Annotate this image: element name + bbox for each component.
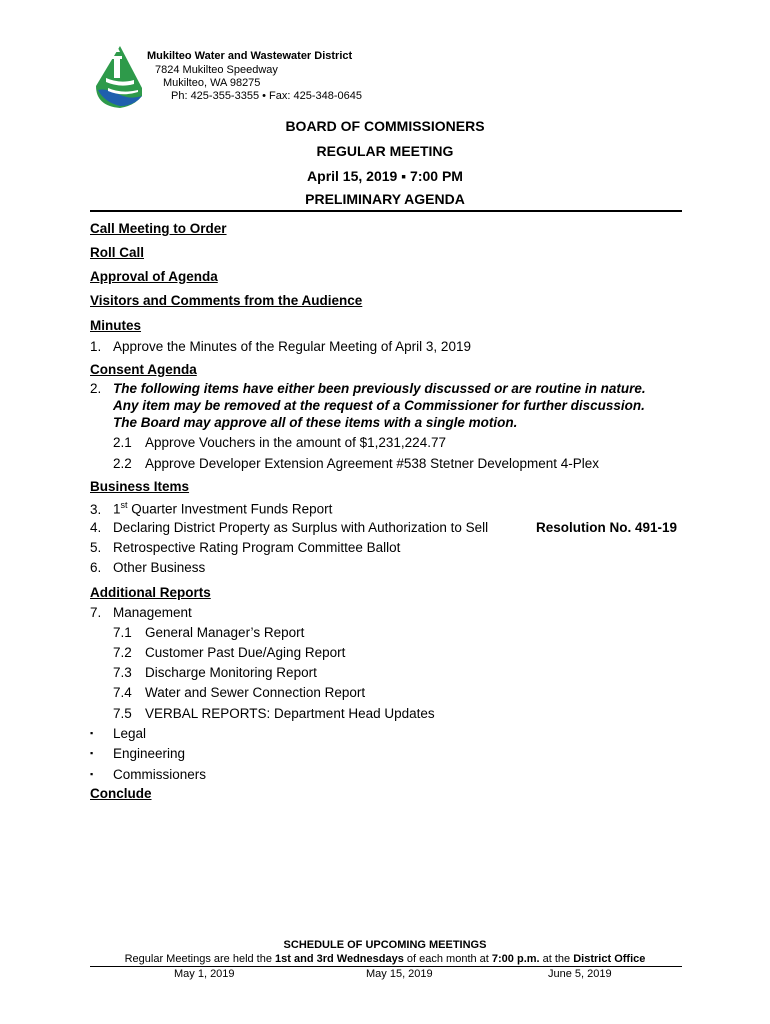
consent-sub-item: 2.2 Approve Developer Extension Agreement #538 Stetner Development 4-Plex <box>113 456 600 471</box>
schedule-title: SCHEDULE OF UPCOMING MEETINGS <box>283 939 487 951</box>
district-logo <box>94 44 146 110</box>
bullet-item: ▪ Commissioners <box>90 767 207 782</box>
management-sub-item: 7.2 Customer Past Due/Aging Report <box>113 645 346 660</box>
management-item: 7. Management <box>90 605 192 620</box>
business-item-4: 4. Declaring District Property as Surplus with Authorization to Sell <box>90 520 489 535</box>
consent-item-number: 2. <box>90 381 102 396</box>
conclude: Conclude <box>90 786 152 801</box>
heading-rule <box>90 210 682 212</box>
heading-date: April 15, 2019 ▪ 7:00 PM <box>307 168 463 184</box>
approval-of-agenda: Approval of Agenda <box>90 269 218 284</box>
business-item-5: 5. Retrospective Rating Program Committee Ballot <box>90 540 401 555</box>
call-to-order: Call Meeting to Order <box>90 221 227 236</box>
consent-heading: Consent Agenda <box>90 362 197 377</box>
heading-agenda: PRELIMINARY AGENDA <box>305 191 465 207</box>
minutes-item: 1. Approve the Minutes of the Regular Meeting of April 3, 2019 <box>90 339 471 354</box>
minutes-heading: Minutes <box>90 318 142 333</box>
resolution-number: Resolution No. 491-19 <box>536 520 678 535</box>
management-sub-item: 7.3 Discharge Monitoring Report <box>113 665 317 680</box>
address-line-2: Mukilteo, WA 98275 <box>163 77 261 89</box>
management-sub-item: 7.4 Water and Sewer Connection Report <box>113 685 366 700</box>
bullet-item: ▪ Engineering <box>90 746 186 761</box>
business-heading: Business Items <box>90 479 190 494</box>
meeting-date: May 1, 2019 <box>174 968 235 980</box>
phone-fax: Ph: 425-355-3355 • Fax: 425-348-0645 <box>171 90 362 102</box>
heading-meeting: REGULAR MEETING <box>316 143 454 159</box>
management-sub-item: 7.1 General Manager’s Report <box>113 625 305 640</box>
schedule-description: Regular Meetings are held the 1st and 3rd Wednesdays of each month at 7:00 p.m. at the District Office <box>124 953 646 965</box>
bullet-item: ▪ Legal <box>90 726 147 741</box>
consent-note-3: The Board may approve all of these items with a single motion. <box>113 415 518 430</box>
consent-note-1: The following items have either been previously discussed or are routine in nature. <box>113 381 646 396</box>
address-line-1: 7824 Mukilteo Speedway <box>155 64 278 76</box>
business-item-3: 3. 1st Quarter Investment Funds Report <box>90 500 333 517</box>
additional-reports-heading: Additional Reports <box>90 585 211 600</box>
meeting-date: June 5, 2019 <box>548 968 612 980</box>
consent-sub-item: 2.1 Approve Vouchers in the amount of $1,231,224.77 <box>113 435 446 450</box>
visitors-comments: Visitors and Comments from the Audience <box>90 293 363 308</box>
roll-call: Roll Call <box>90 245 145 260</box>
consent-note-2: Any item may be removed at the request of a Commissioner for further discussion. <box>113 398 645 413</box>
schedule-rule <box>90 966 682 967</box>
business-item-6: 6. Other Business <box>90 560 206 575</box>
management-sub-item: 7.5 VERBAL REPORTS: Department Head Updates <box>113 706 435 721</box>
heading-board: BOARD OF COMMISSIONERS <box>285 118 485 134</box>
meeting-date: May 15, 2019 <box>366 968 433 980</box>
org-name: Mukilteo Water and Wastewater District <box>147 50 353 62</box>
